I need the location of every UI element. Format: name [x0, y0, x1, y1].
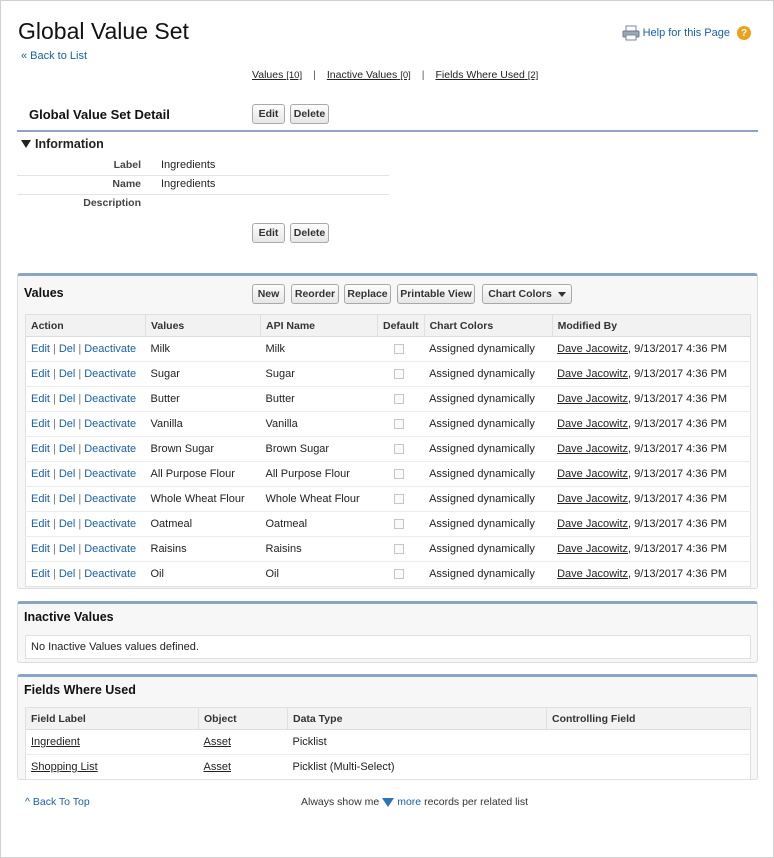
modified-date: , 9/13/2017 4:36 PM — [628, 343, 728, 355]
delete-value-link[interactable]: Del — [58, 518, 76, 530]
action-separator: | — [52, 368, 56, 380]
modified-by-cell — [552, 562, 750, 587]
value-cell: Oil — [150, 568, 164, 580]
value-cell: Vanilla — [146, 412, 261, 437]
help-for-page[interactable] — [622, 25, 751, 41]
modified-by-cell — [552, 462, 750, 487]
modified-by-cell — [552, 362, 750, 387]
modified-date: , 9/13/2017 4:36 PM — [628, 368, 728, 380]
action-separator: | — [78, 543, 82, 555]
value-row — [26, 487, 751, 512]
edit-value-link[interactable]: Edit — [31, 368, 50, 380]
modified-by-cell — [552, 437, 750, 462]
fields-table — [25, 707, 751, 780]
data-type-cell: Picklist (Multi-Select) — [292, 761, 395, 773]
modified-by-user-link[interactable]: Dave Jacowitz — [557, 418, 629, 430]
edit-value-link[interactable]: Edit — [31, 543, 50, 555]
default-checkbox — [394, 569, 404, 579]
modified-by-cell — [552, 512, 750, 537]
edit-value-link[interactable]: Edit — [31, 343, 50, 355]
object-cell — [199, 730, 288, 755]
fields-where-used-panel — [17, 674, 758, 780]
api-name-cell: All Purpose Flour — [261, 462, 378, 487]
controlling-field-cell — [547, 755, 751, 780]
field-label-link[interactable]: Shopping List — [31, 761, 98, 773]
modified-by-user-link[interactable]: Dave Jacowitz — [557, 368, 629, 380]
values-table — [25, 314, 751, 587]
value-cell: Butter — [146, 387, 261, 412]
name-field-label: Name — [112, 178, 141, 190]
modified-by-user-link[interactable]: Dave Jacowitz — [557, 543, 629, 555]
default-checkbox — [394, 444, 404, 454]
default-cell — [378, 487, 425, 512]
chart-color-cell: Assigned dynamically — [424, 362, 552, 387]
action-separator: | — [52, 518, 56, 530]
new-button[interactable]: New — [252, 284, 285, 304]
modified-by-user-link[interactable]: Dave Jacowitz — [557, 518, 629, 530]
up-arrow-icon: ^ — [25, 796, 30, 808]
action-separator: | — [78, 518, 82, 530]
deactivate-value-link[interactable]: Deactivate — [84, 443, 137, 455]
delete-value-link[interactable]: Del — [58, 393, 76, 405]
default-checkbox — [394, 519, 404, 529]
row-actions — [26, 387, 146, 412]
modified-date: , 9/13/2017 4:36 PM — [628, 568, 728, 580]
chart-color-cell: Assigned dynamically — [424, 512, 552, 537]
delete-value-link[interactable]: Del — [58, 543, 76, 555]
col-header-object: Object — [199, 708, 288, 730]
help-link-label[interactable]: Help for this Page — [642, 27, 730, 39]
detail-divider — [17, 130, 758, 132]
deactivate-value-link[interactable]: Deactivate — [84, 468, 137, 480]
modified-by-cell — [552, 412, 750, 437]
label-field-label: Label — [113, 159, 141, 171]
delete-value-link[interactable]: Del — [58, 418, 76, 430]
value-cell: Milk — [146, 337, 261, 362]
action-separator: | — [52, 468, 56, 480]
more-triangle-icon[interactable] — [382, 798, 394, 807]
delete-button-bottom[interactable]: Delete — [290, 223, 329, 243]
value-cell: Sugar — [146, 362, 261, 387]
action-separator: | — [52, 568, 56, 580]
col-header-controlling-field: Controlling Field — [547, 708, 751, 730]
name-field-value: Ingredients — [161, 178, 216, 190]
chart-colors-dropdown[interactable] — [482, 284, 572, 304]
values-table-header — [26, 315, 751, 337]
col-header-chart-colors: Chart Colors — [424, 315, 552, 337]
inactive-values-panel — [17, 601, 758, 663]
nav-link-inactive-values[interactable]: Inactive Values [0] — [326, 69, 411, 81]
deactivate-value-link[interactable]: Deactivate — [84, 568, 137, 580]
field-divider — [17, 175, 389, 176]
action-separator: | — [78, 343, 82, 355]
edit-value-link[interactable]: Edit — [31, 418, 50, 430]
chart-color-cell: Assigned dynamically — [424, 337, 552, 362]
modified-date: , 9/13/2017 4:36 PM — [628, 518, 728, 530]
deactivate-value-link[interactable]: Deactivate — [84, 393, 137, 405]
api-name-cell: Milk — [261, 337, 378, 362]
object-link[interactable]: Asset — [203, 761, 232, 773]
modified-by-user-link[interactable]: Dave Jacowitz — [557, 393, 629, 405]
row-actions — [26, 462, 146, 487]
printer-icon[interactable] — [622, 25, 640, 41]
row-actions — [26, 537, 146, 562]
value-cell: All Purpose Flour — [146, 462, 261, 487]
value-row — [26, 387, 751, 412]
action-separator: | — [78, 418, 82, 430]
col-header-field-label: Field Label — [26, 708, 199, 730]
action-separator: | — [52, 343, 56, 355]
modified-by-cell — [552, 387, 750, 412]
modified-by-cell — [552, 337, 750, 362]
field-label-link[interactable]: Ingredient — [31, 736, 80, 748]
modified-date: , 9/13/2017 4:36 PM — [628, 393, 728, 405]
nav-separator: | — [421, 69, 425, 81]
modified-by-cell — [552, 487, 750, 512]
value-row — [26, 512, 751, 537]
value-row — [26, 412, 751, 437]
deactivate-value-link[interactable]: Deactivate — [84, 493, 137, 505]
default-checkbox — [394, 394, 404, 404]
controlling-field-cell — [547, 730, 751, 755]
value-cell: Brown Sugar — [146, 437, 261, 462]
modified-date: , 9/13/2017 4:36 PM — [628, 468, 728, 480]
records-suffix-label: records per related list — [424, 796, 529, 808]
back-to-top-label[interactable]: Back To Top — [32, 796, 90, 808]
back-to-list-link[interactable]: « Back to List — [21, 50, 88, 62]
data-type-cell: Picklist — [288, 730, 547, 755]
row-actions — [26, 362, 146, 387]
nav-link-values[interactable]: Values [10] — [252, 69, 303, 81]
api-name-cell: Oatmeal — [261, 512, 378, 537]
chart-color-cell: Assigned dynamically — [424, 412, 552, 437]
delete-value-link[interactable]: Del — [58, 368, 76, 380]
default-cell — [378, 562, 425, 587]
modified-by-user-link[interactable]: Dave Jacowitz — [557, 568, 629, 580]
modified-date: , 9/13/2017 4:36 PM — [628, 543, 728, 555]
col-header-default: Default — [378, 315, 425, 337]
col-header-values: Values — [146, 315, 261, 337]
default-cell — [378, 362, 425, 387]
default-checkbox — [394, 344, 404, 354]
field-label-cell — [26, 755, 199, 780]
related-list-nav — [252, 69, 538, 81]
chart-color-cell: Assigned dynamically — [429, 568, 535, 580]
action-separator: | — [78, 393, 82, 405]
modified-by-user-link[interactable]: Dave Jacowitz — [557, 468, 629, 480]
edit-button[interactable]: Edit — [252, 104, 285, 124]
values-panel-title: Values — [24, 286, 64, 300]
collapse-triangle-icon[interactable] — [21, 140, 31, 148]
action-separator: | — [52, 443, 56, 455]
api-name-cell: Raisins — [261, 537, 378, 562]
api-name-cell: Brown Sugar — [261, 437, 378, 462]
default-checkbox — [394, 469, 404, 479]
api-name-cell: Butter — [261, 387, 378, 412]
deactivate-value-link[interactable]: Deactivate — [84, 543, 137, 555]
delete-button[interactable]: Delete — [290, 104, 329, 124]
api-name-cell: Vanilla — [261, 412, 378, 437]
value-cell: Raisins — [146, 537, 261, 562]
modified-by-user-link[interactable]: Dave Jacowitz — [557, 443, 629, 455]
chevron-down-icon — [558, 292, 566, 297]
action-separator: | — [78, 568, 82, 580]
page-title: Global Value Set — [18, 18, 189, 44]
default-checkbox — [394, 544, 404, 554]
deactivate-value-link[interactable]: Deactivate — [84, 518, 137, 530]
value-row — [26, 562, 751, 587]
default-cell — [378, 512, 425, 537]
value-row — [26, 462, 751, 487]
default-checkbox — [394, 494, 404, 504]
edit-value-link[interactable]: Edit — [31, 493, 50, 505]
default-cell — [378, 337, 425, 362]
default-checkbox — [394, 419, 404, 429]
field-row — [26, 755, 751, 780]
row-actions — [26, 512, 146, 537]
information-section-toggle[interactable] — [21, 137, 104, 151]
label-field-value: Ingredients — [161, 159, 216, 171]
action-separator: | — [52, 393, 56, 405]
chart-color-cell: Assigned dynamically — [424, 437, 552, 462]
action-separator: | — [78, 443, 82, 455]
modified-by-user-link[interactable]: Dave Jacowitz — [557, 343, 629, 355]
object-link[interactable]: Asset — [203, 736, 232, 748]
deactivate-value-link[interactable]: Deactivate — [84, 368, 137, 380]
chart-color-cell: Assigned dynamically — [424, 487, 552, 512]
value-row — [26, 337, 751, 362]
replace-button[interactable]: Replace — [344, 284, 391, 304]
modified-by-user-link[interactable]: Dave Jacowitz — [557, 493, 629, 505]
col-header-data-type: Data Type — [288, 708, 547, 730]
value-row — [26, 362, 751, 387]
modified-date: , 9/13/2017 4:36 PM — [628, 443, 728, 455]
delete-value-link[interactable]: Del — [58, 443, 76, 455]
reorder-button[interactable]: Reorder — [291, 284, 339, 304]
chart-color-cell: Assigned dynamically — [424, 537, 552, 562]
row-actions — [26, 412, 146, 437]
default-checkbox — [394, 369, 404, 379]
row-actions — [26, 437, 146, 462]
records-per-list-control — [301, 796, 528, 808]
delete-value-link[interactable]: Del — [58, 343, 76, 355]
value-row — [26, 537, 751, 562]
edit-button-bottom[interactable]: Edit — [252, 223, 285, 243]
detail-title: Global Value Set Detail — [29, 107, 170, 122]
field-divider — [17, 194, 389, 195]
default-cell — [378, 537, 425, 562]
default-cell — [378, 437, 425, 462]
field-row — [26, 730, 751, 755]
chart-color-cell: Assigned dynamically — [424, 462, 552, 487]
edit-value-link[interactable]: Edit — [31, 568, 50, 580]
field-label-cell — [26, 730, 199, 755]
inactive-values-title: Inactive Values — [24, 610, 114, 624]
row-actions — [26, 562, 146, 587]
delete-value-link[interactable]: Del — [58, 493, 76, 505]
object-cell — [199, 755, 288, 780]
edit-value-link[interactable]: Edit — [31, 468, 50, 480]
more-records-link[interactable]: more — [397, 796, 422, 808]
help-icon[interactable]: ? — [737, 26, 751, 40]
row-actions — [26, 337, 146, 362]
nav-link-fields-where-used[interactable]: Fields Where Used [2] — [435, 69, 539, 81]
fields-where-used-title: Fields Where Used — [24, 683, 136, 697]
col-header-action: Action — [26, 315, 146, 337]
api-name-cell: Sugar — [261, 362, 378, 387]
value-cell: Whole Wheat Flour — [146, 487, 261, 512]
modified-date: , 9/13/2017 4:36 PM — [628, 418, 728, 430]
edit-value-link[interactable]: Edit — [31, 443, 50, 455]
action-separator: | — [78, 368, 82, 380]
api-name-cell: Whole Wheat Flour — [261, 487, 378, 512]
api-name-cell: Oil — [265, 568, 279, 580]
default-cell — [378, 412, 425, 437]
row-actions — [26, 487, 146, 512]
action-separator: | — [52, 418, 56, 430]
fields-table-header — [26, 708, 751, 730]
chart-colors-label: Chart Colors — [488, 288, 552, 300]
description-field-label: Description — [83, 197, 141, 209]
deactivate-value-link[interactable]: Deactivate — [84, 343, 137, 355]
inactive-values-empty-message: No Inactive Values values defined. — [25, 635, 751, 659]
values-panel — [17, 273, 758, 589]
always-show-label: Always show me — [301, 796, 380, 808]
action-separator: | — [52, 543, 56, 555]
back-to-top-link[interactable] — [25, 796, 90, 808]
modified-date: , 9/13/2017 4:36 PM — [628, 493, 728, 505]
default-cell — [378, 387, 425, 412]
deactivate-value-link[interactable]: Deactivate — [84, 418, 137, 430]
value-row — [26, 437, 751, 462]
default-cell — [378, 462, 425, 487]
col-header-api-name: API Name — [261, 315, 378, 337]
action-separator: | — [52, 493, 56, 505]
modified-by-cell — [552, 537, 750, 562]
printable-view-button[interactable]: Printable View — [397, 284, 475, 304]
delete-value-link[interactable]: Del — [58, 468, 76, 480]
delete-value-link[interactable]: Del — [58, 568, 76, 580]
edit-value-link[interactable]: Edit — [31, 518, 50, 530]
information-section-title: Information — [35, 137, 104, 151]
action-separator: | — [78, 493, 82, 505]
col-header-modified-by: Modified By — [552, 315, 750, 337]
chart-color-cell: Assigned dynamically — [424, 387, 552, 412]
nav-separator: | — [313, 69, 316, 81]
value-cell: Oatmeal — [146, 512, 261, 537]
action-separator: | — [78, 468, 82, 480]
edit-value-link[interactable]: Edit — [31, 393, 50, 405]
